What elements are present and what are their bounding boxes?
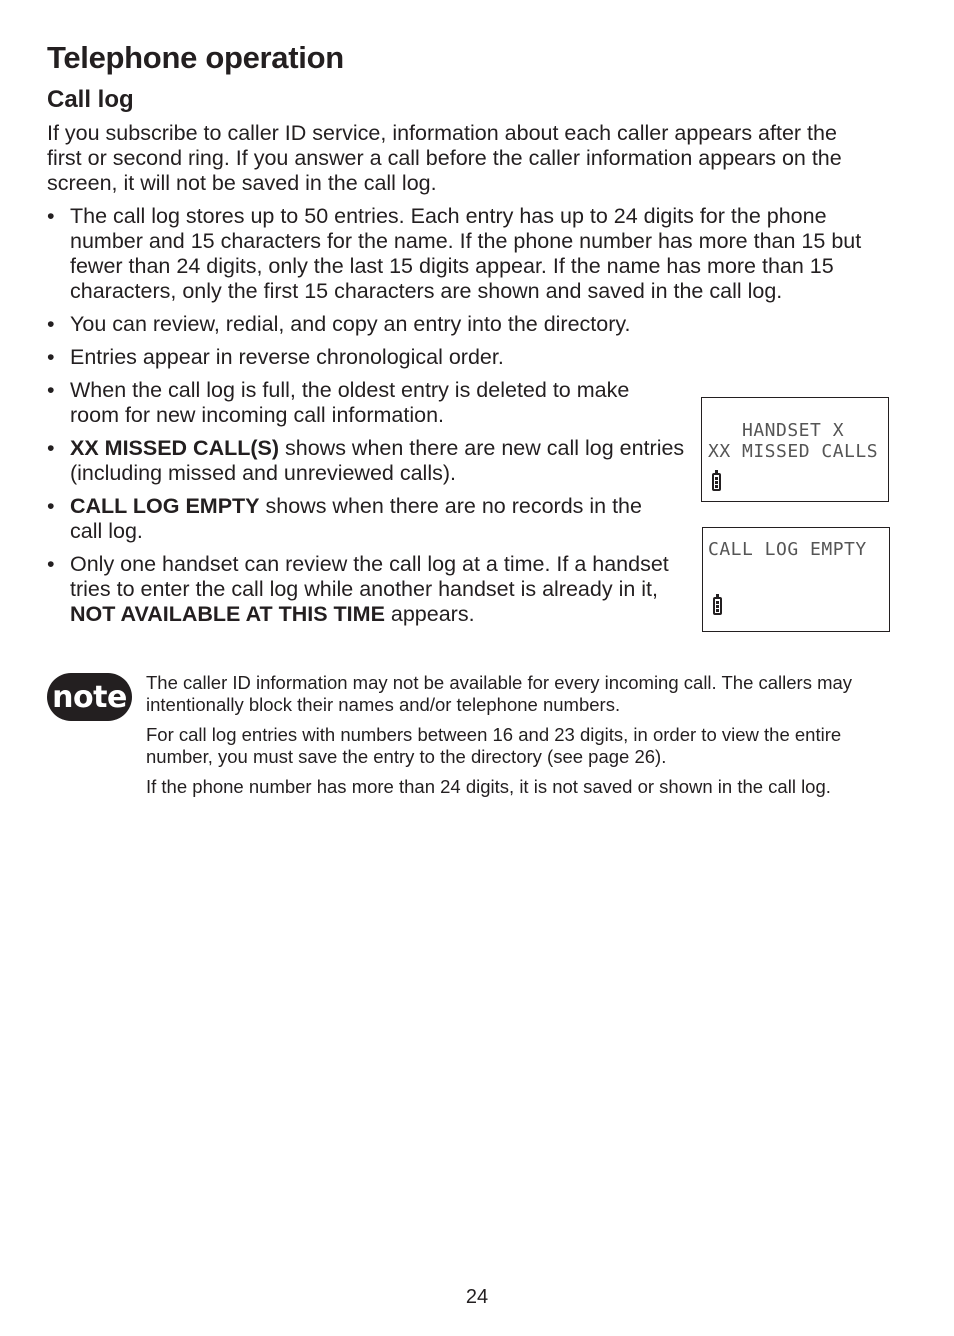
bullet-marker: • [47,552,55,576]
bullet-text: When the call log is full, the oldest entry is deleted to make room for new incoming call information. [70,378,630,427]
bullet-text: The call log stores up to 50 entries. Each entry has up to 24 digits for the phone number and 15 characters for the name. If the phone number has more than 15 but fewer than 24 digits, only the last 15 digits appear. If the name has more than 15 characters, only the first 15 characters are shown and saved in the call log. [70,204,862,303]
list-item [47,552,692,627]
bullet-marker: • [47,436,55,460]
list-item [47,345,870,370]
bullet-marker: • [47,204,55,228]
page-number: 24 [465,1286,489,1308]
section-title: Call log [47,86,134,113]
bullet-bold-text: CALL LOG EMPTY [70,494,260,518]
screen-line-2: XX MISSED CALLS [708,441,879,462]
handset-screen-missed-calls [701,397,889,502]
battery-icon [713,597,722,615]
list-item [47,378,655,428]
bullet-text-end: appears. [384,602,475,626]
bullet-marker: • [47,378,55,402]
list-item [47,204,870,304]
bullet-marker: • [47,494,55,518]
screen-line-1: CALL LOG EMPTY [708,539,867,560]
note-paragraph: The caller ID information may not be available for every incoming call. The callers may intentionally block their names and/or telephone numbers. [146,672,853,715]
bullet-marker: • [47,345,55,369]
battery-icon [712,473,721,491]
note-paragraph: For call log entries with numbers between 16 and 23 digits, in order to view the entire number, you must save the entry to the directory (see page 26). [146,724,842,767]
intro-paragraph: If you subscribe to caller ID service, information about each caller appears after the first or second ring. If you answer a call before the caller information appears on the screen, it will not be saved in the call log. [47,121,842,195]
note-badge: note [47,673,132,721]
handset-screen-call-log-empty [702,527,890,632]
bullet-bold-text: NOT AVAILABLE AT THIS TIME [70,602,385,626]
note-paragraph: If the phone number has more than 24 digits, it is not saved or shown in the call log. [146,776,831,797]
list-item [47,494,680,544]
bullet-text: Only one handset can review the call log at a time. If a handset tries to enter the call log while another handset is already in it, [70,552,669,601]
page-title: Telephone operation [47,40,344,75]
bullet-text: shows when there are no records in the call log. [70,494,642,543]
bullet-text: Entries appear in reverse chronological order. [70,345,504,369]
bullet-text: You can review, redial, and copy an entry into the directory. [70,312,631,336]
screen-line-1: HANDSET X [742,420,845,441]
bullet-marker: • [47,312,55,336]
bullet-bold-text: XX MISSED CALL(S) [70,436,280,460]
note-text [146,672,871,806]
list-item [47,312,870,337]
bullet-text: shows when there are new call log entries (including missed and unreviewed calls). [70,436,685,485]
list-item [47,436,692,486]
